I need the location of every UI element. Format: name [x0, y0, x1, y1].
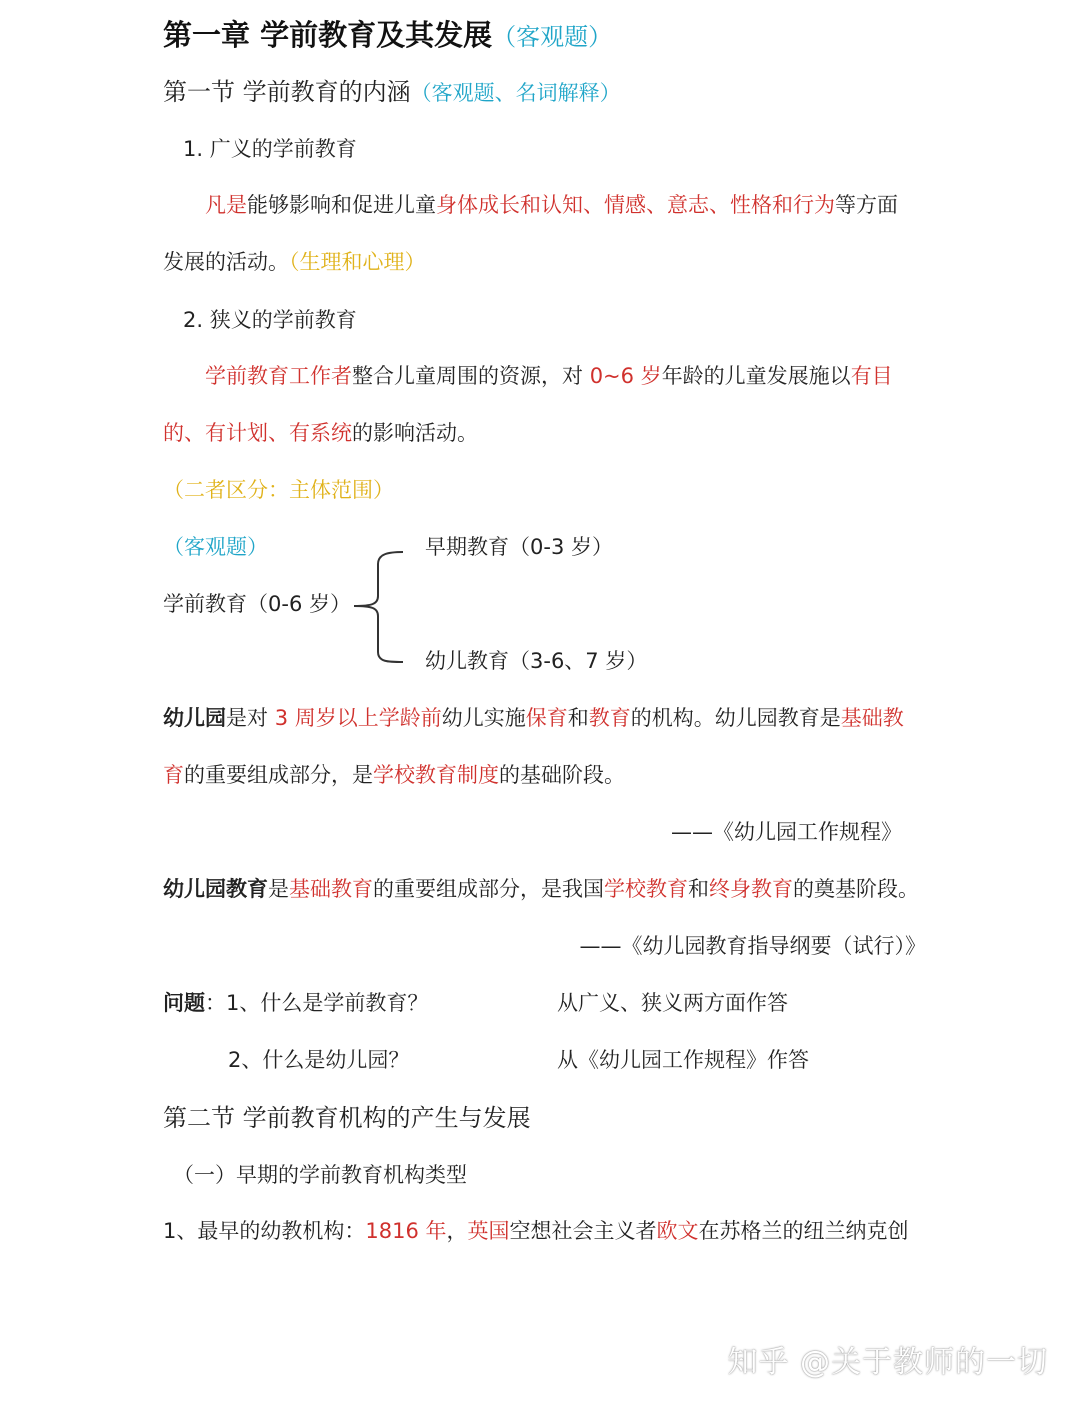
kg-l1-5: 和 — [567, 706, 589, 730]
kge-3: 的重要组成部分，是我国 — [373, 877, 604, 901]
kge-6: 终身教育 — [709, 877, 793, 901]
earliest-2: ， — [446, 1219, 468, 1243]
section1-title-text: 第一节 学前教育的内涵 — [163, 78, 411, 106]
kg-l1-1: 是对 — [226, 706, 275, 730]
chapter-tag: （客观题） — [492, 23, 613, 51]
earliest-1: 1816 年 — [365, 1219, 447, 1243]
kg-l1-8: 基础教 — [840, 706, 904, 730]
question-colon: ： — [205, 991, 226, 1015]
item2-l1-a: 学前教育工作者 — [205, 364, 352, 388]
subsection1-title: （一）早期的学前教育机构类型 — [173, 1163, 467, 1187]
question2: 2、什么是幼儿园？ — [228, 1048, 410, 1072]
diagram-top: 早期教育（0-3 岁） — [425, 535, 613, 559]
kge-4: 学校教育 — [604, 877, 688, 901]
item1-l2-b: （生理和心理） — [289, 250, 426, 274]
question-label: 问题 — [163, 991, 205, 1015]
kg-l1-4: 保育 — [525, 706, 568, 730]
question1-text: 1、什么是学前教育？ — [226, 991, 429, 1015]
section1-title — [163, 76, 621, 109]
kg-l1-6: 教育 — [588, 706, 631, 730]
kg-l1-2: 3 周岁以上学龄前 — [274, 706, 442, 730]
watermark: 知乎 @关于教师的一切 — [727, 1345, 1048, 1380]
kg-education-line1 — [163, 875, 919, 903]
item1-l1-d: 等方面 — [835, 193, 898, 217]
question1 — [163, 989, 428, 1017]
kge-7: 的奠基阶段。 — [793, 877, 919, 901]
kg-l2-0: 育 — [163, 763, 184, 787]
answer2: 从《幼儿园工作规程》作答 — [557, 1048, 809, 1072]
kg-l2-1: 的重要组成部分，是 — [184, 763, 373, 787]
kge-5: 和 — [688, 877, 709, 901]
earliest-6: 在苏格兰的纽兰纳克创 — [698, 1219, 909, 1243]
earliest-4: 空想社会主义者 — [509, 1219, 657, 1243]
item1-l1-c: 身体成长和认知、情感、意志、性格和行为 — [436, 193, 835, 217]
item1-line1 — [205, 191, 898, 219]
item1-l2-a: 发展的活动。 — [163, 250, 289, 274]
kg-l1-7: 的机构。幼儿园教育是 — [630, 706, 841, 730]
kindergarten-line2 — [163, 761, 625, 789]
diagram-root: 学前教育（0-6 岁） — [163, 592, 351, 616]
item2-l1-e: 有目 — [850, 364, 893, 388]
item1-l1-a: 凡是 — [205, 193, 247, 217]
kge-1: 是 — [268, 877, 289, 901]
earliest-5: 欧文 — [656, 1219, 699, 1243]
item2-l2-b: 的影响活动。 — [352, 421, 478, 445]
item2-heading: 2. 狭义的学前教育 — [183, 308, 357, 332]
item1-l1-b: 能够影响和促进儿童 — [247, 193, 436, 217]
kge-2: 基础教育 — [289, 877, 373, 901]
item2-l1-b: 整合儿童周围的资源，对 — [352, 364, 590, 388]
diagram-tag: （客观题） — [163, 535, 268, 559]
item1-line2 — [163, 248, 426, 276]
kg-l1-3: 幼儿实施 — [441, 706, 526, 730]
kg-l2-3: 的基础阶段。 — [499, 763, 625, 787]
item1-heading: 1. 广义的学前教育 — [183, 137, 357, 161]
earliest-institution — [163, 1217, 909, 1245]
kge-0: 幼儿园教育 — [163, 877, 268, 901]
curly-brace-icon — [348, 548, 408, 668]
answer1: 从广义、狭义两方面作答 — [557, 991, 788, 1015]
chapter-title — [163, 16, 612, 56]
item2-l1-c: 0~6 岁 — [589, 364, 662, 388]
distinction-note: （二者区分：主体范围） — [163, 478, 394, 502]
item2-l2-a: 的、有计划、有系统 — [163, 421, 352, 445]
diagram-bottom: 幼儿教育（3-6、7 岁） — [425, 649, 648, 673]
kg-l1-0: 幼儿园 — [163, 706, 226, 730]
kindergarten-line1 — [163, 704, 904, 732]
section1-tag: （客观题、名词解释） — [410, 81, 621, 105]
section2-title: 第二节 学前教育机构的产生与发展 — [163, 1104, 531, 1132]
kg-education-source: ——《幼儿园教育指导纲要（试行）》 — [579, 934, 926, 958]
item2-l1-d: 年龄的儿童发展施以 — [661, 364, 851, 388]
earliest-0: 1、最早的幼教机构： — [163, 1219, 366, 1243]
kindergarten-source: ——《幼儿园工作规程》 — [671, 820, 902, 844]
kg-l2-2: 学校教育制度 — [373, 763, 499, 787]
item2-line1 — [205, 362, 893, 390]
chapter-title-text: 第一章 学前教育及其发展 — [163, 18, 493, 52]
earliest-3: 英国 — [467, 1219, 510, 1243]
item2-line2 — [163, 419, 478, 447]
